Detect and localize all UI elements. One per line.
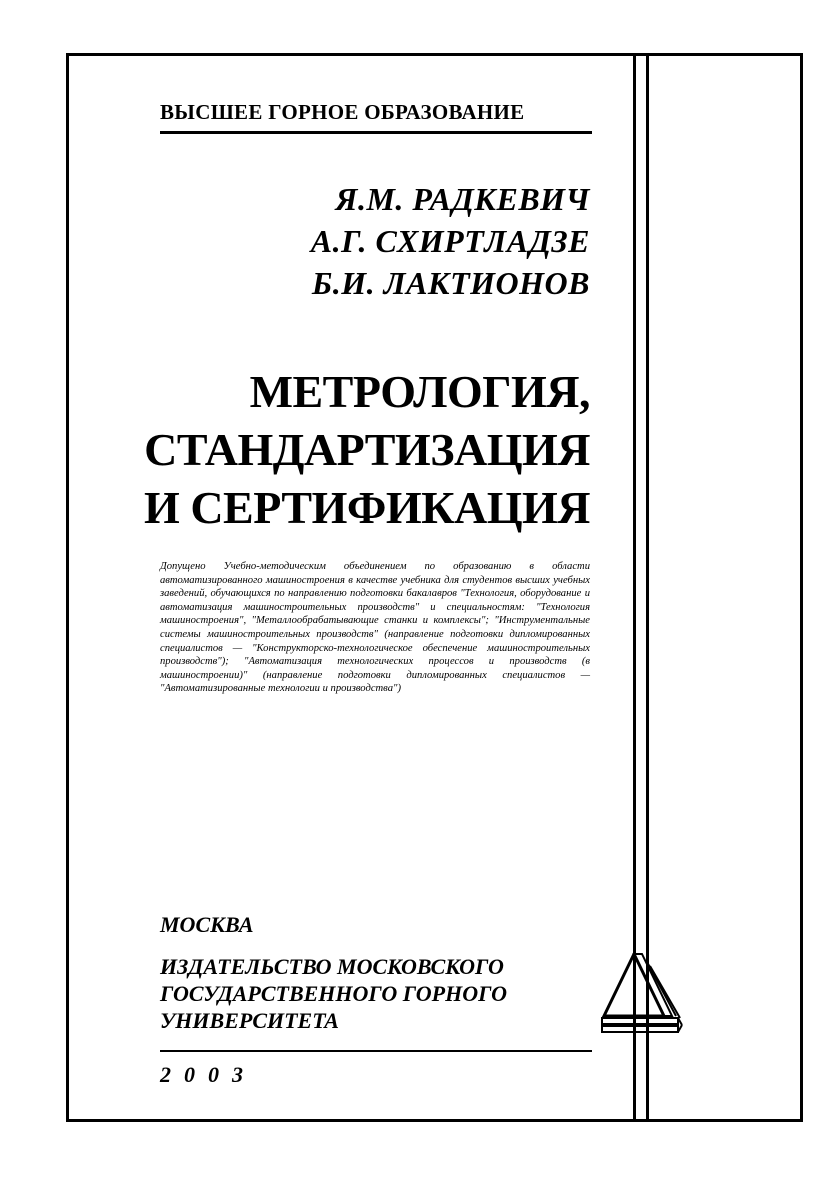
title-line-2: СТАНДАРТИЗАЦИЯ <box>144 424 590 475</box>
publication-year: 2003 <box>160 1062 256 1087</box>
author-1: Я.М. РАДКЕВИЧ <box>335 181 590 217</box>
publisher-line-1: ИЗДАТЕЛЬСТВО МОСКОВСКОГО <box>160 954 504 979</box>
publication-city: МОСКВА <box>160 912 254 937</box>
book-title <box>140 363 590 537</box>
series-title: ВЫСШЕЕ ГОРНОЕ ОБРАЗОВАНИЕ <box>160 100 525 124</box>
triangle-book-logo-icon <box>598 946 688 1036</box>
title-line-1: МЕТРОЛОГИЯ, <box>249 366 590 417</box>
publisher-line-2: ГОСУДАРСТВЕННОГО ГОРНОГО <box>160 981 508 1006</box>
bottom-rule <box>160 1050 592 1052</box>
series-underline <box>160 131 592 134</box>
title-line-3: И СЕРТИФИКАЦИЯ <box>144 482 590 533</box>
publisher-line-3: УНИВЕРСИТЕТА <box>160 1008 339 1033</box>
authors <box>250 178 590 304</box>
publisher <box>160 953 580 1034</box>
approval-statement: Допущено Учебно-методическим объединением по образованию в области автоматизированного машиностроения в качестве учебника для студентов высших учебных заведений, обучающихся по направлению подготовки бакалавров "Технология, оборудование и автоматизация машиностроительных производств" и специальностям: "Технология машиностроения", "Металлообрабатывающие станки и комплексы"; "Инструментальные системы машиностроительных производств" (направление подготовки дипломированных специалистов — "Конструкторско-технологическое обеспечение машиностроительных производств"); "Автоматизация технологических процессов и производств (в машиностроении)" (направление подготовки дипломированных специалистов — "Автоматизированные технологии и производства") <box>160 561 590 695</box>
author-3: Б.И. ЛАКТИОНОВ <box>311 265 590 301</box>
author-2: А.Г. СХИРТЛАДЗЕ <box>310 223 590 259</box>
